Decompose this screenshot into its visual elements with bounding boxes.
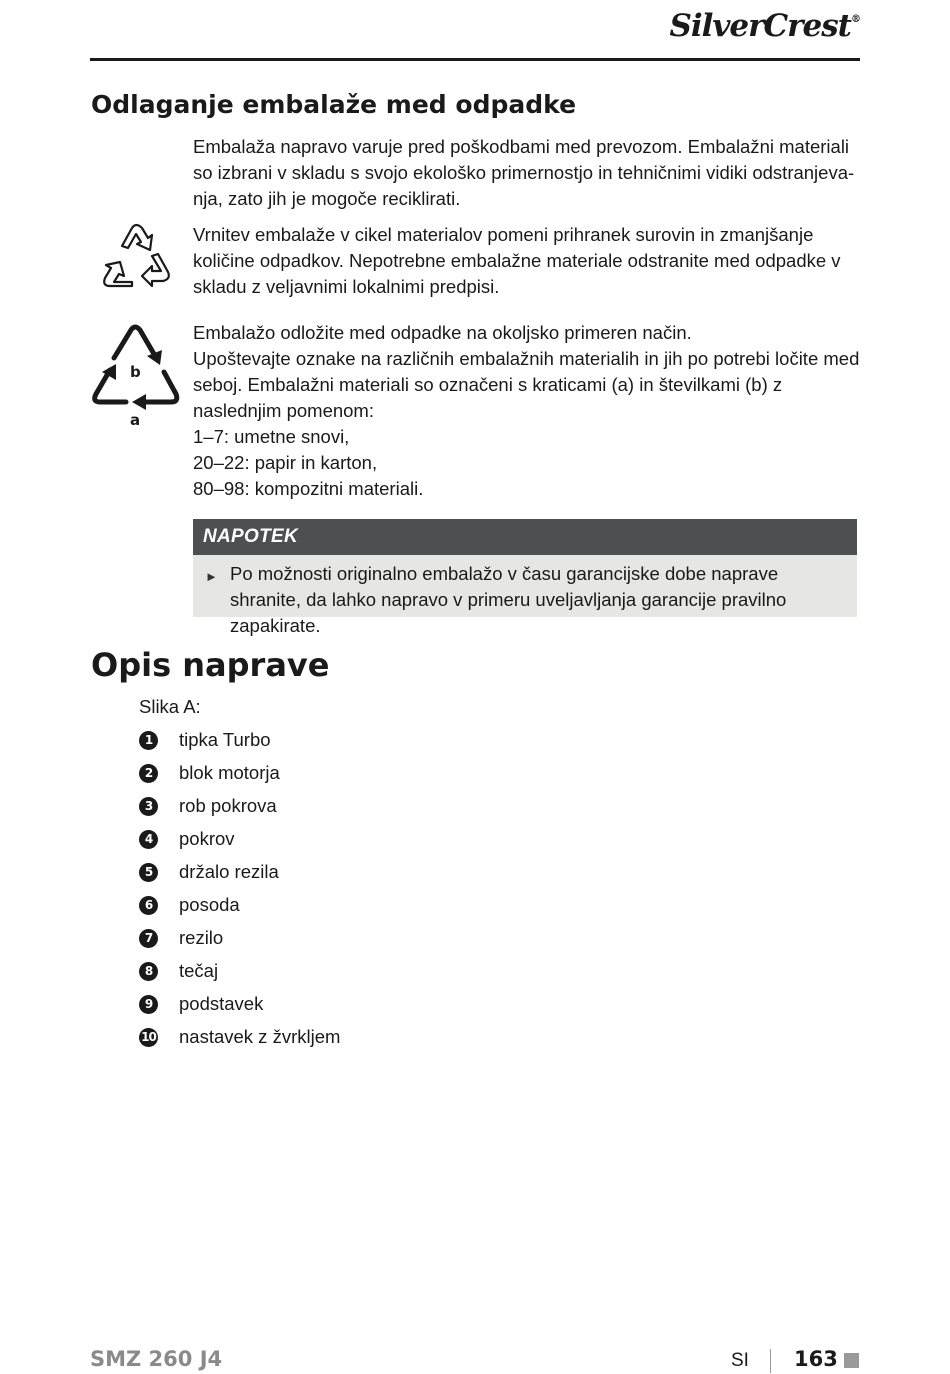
- p3-line-3: 1–7: umetne snovi,: [193, 426, 350, 447]
- recycling-triangle-icon: [88, 320, 184, 430]
- part-label: tipka Turbo: [179, 729, 271, 750]
- parts-list: [139, 727, 340, 1057]
- list-item: [139, 892, 340, 925]
- p3-line-5: 80–98: kompozitni materiali.: [193, 478, 424, 499]
- part-number-badge: 3: [139, 797, 158, 816]
- part-label: posoda: [179, 894, 240, 915]
- list-item: [139, 925, 340, 958]
- p3-line-2: Upoštevajte oznake na različnih embalažnih materialih in jih po potrebi ločite med seboj. Embalažni materiali so označeni s kraticami (a) in številkami (b) z naslednjim pomenom:: [193, 348, 860, 421]
- list-item: [139, 859, 340, 892]
- part-number-badge: 9: [139, 995, 158, 1014]
- symbol-label-b: b: [130, 363, 141, 381]
- p3-line-1: Embalažo odložite med odpadke na okoljsko primeren način.: [193, 322, 692, 343]
- part-label: rob pokrova: [179, 795, 277, 816]
- part-label: držalo rezila: [179, 861, 279, 882]
- note-body: [193, 555, 857, 639]
- disposal-paragraph-2: Vrnitev embalaže v cikel materialov pomeni prihranek surovin in zmanjšanje količine odpadkov. Nepotrebne embalažne materiale odstranite med odpadke v skladu z veljavnimi lokalnimi predpisi.: [193, 224, 841, 297]
- footer-model: SMZ 260 J4: [90, 1347, 223, 1371]
- part-number-badge: 4: [139, 830, 158, 849]
- symbol-label-a: a: [130, 411, 141, 429]
- page-number: 163: [794, 1347, 838, 1371]
- disposal-paragraph-1: Embalaža napravo varuje pred poškodbami med prevozom. Embalažni materiali so izbrani v skladu s svojo ekološko primernostjo in tehničnimi vidiki odstranjeva-nja, zato jih je mogoče reciklirati.: [193, 136, 855, 209]
- recycling-code-symbol: [88, 320, 184, 430]
- list-item: [139, 793, 340, 826]
- part-label: podstavek: [179, 993, 264, 1014]
- part-label: blok motorja: [179, 762, 280, 783]
- part-label: tečaj: [179, 960, 219, 981]
- disposal-heading: Odlaganje embalaže med odpadke: [91, 90, 577, 119]
- part-number-badge: 5: [139, 863, 158, 882]
- footer-language: SI: [731, 1350, 749, 1371]
- list-item: [139, 991, 340, 1024]
- part-label: rezilo: [179, 927, 224, 948]
- part-label: pokrov: [179, 828, 235, 849]
- p3-line-4: 20–22: papir in karton,: [193, 452, 378, 473]
- part-number-badge: 1: [139, 731, 158, 750]
- part-number-badge: 10: [139, 1028, 158, 1047]
- disposal-paragraph-3: [193, 320, 861, 502]
- part-number-badge: 6: [139, 896, 158, 915]
- part-number-badge: 7: [139, 929, 158, 948]
- recycle-icon: [92, 216, 180, 300]
- list-item: [139, 1024, 340, 1057]
- list-item: [139, 760, 340, 793]
- part-number-badge: 8: [139, 962, 158, 981]
- list-item: [139, 727, 340, 760]
- header-rule: [90, 58, 860, 61]
- device-heading: Opis naprave: [91, 646, 330, 684]
- note-box: [193, 519, 857, 636]
- list-item: [139, 958, 340, 991]
- note-heading: NAPOTEK: [193, 519, 857, 555]
- page-marker-square: [844, 1353, 859, 1368]
- part-number-badge: 2: [139, 764, 158, 783]
- note-text: Po možnosti originalno embalažo v času garancijske dobe naprave shranite, da lahko napravo v primeru uveljavljanja garancije pravilno zapakirate.: [230, 563, 787, 636]
- part-label: nastavek z žvrkljem: [179, 1026, 341, 1047]
- arrow-right-icon: ►: [205, 569, 218, 584]
- figure-label: Slika A:: [139, 696, 201, 717]
- footer-divider: [770, 1349, 771, 1373]
- registered-mark: ®: [851, 14, 860, 25]
- brand-logo: SilverCrest®: [669, 8, 860, 44]
- list-item: [139, 826, 340, 859]
